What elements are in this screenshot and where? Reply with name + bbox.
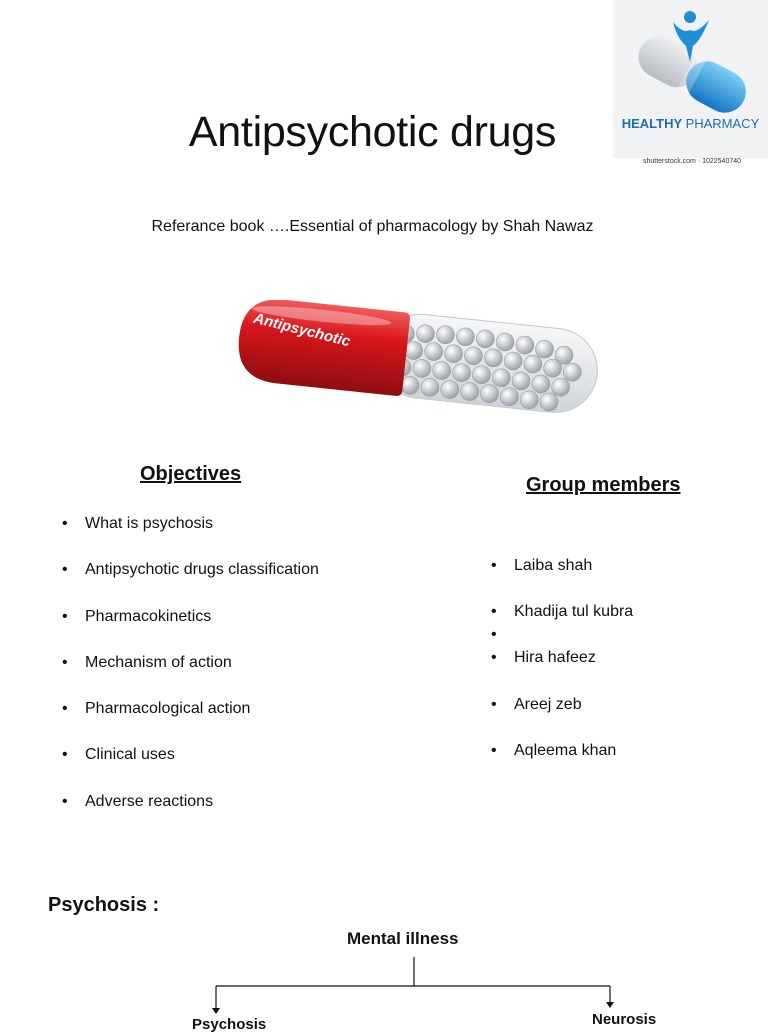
logo-credit: shutterstock.com · 1022540740	[642, 158, 742, 165]
bullet-icon: •	[491, 603, 497, 620]
bullet-icon: •	[491, 557, 497, 574]
bullet-icon: •	[62, 793, 68, 810]
arrow-down-icon	[212, 1008, 220, 1014]
objectives-list: • What is psychosis • Antipsychotic drugs classification • Pharmacokinetics • Mechanism of action • Pharmacological action • Clinical uses • Adverse reactions	[62, 515, 319, 810]
bullet-icon: •	[491, 649, 497, 666]
bullet-icon: •	[62, 608, 68, 625]
group-members-list: • Laiba shah • Khadija tul kubra • • Hira hafeez • Areej zeb • Aqleema khan	[491, 557, 634, 759]
bullet-icon: •	[491, 626, 497, 643]
bullet-icon: •	[491, 742, 497, 759]
bullet-icon: •	[62, 700, 68, 717]
tree-node-neurosis: Neurosis	[592, 1011, 657, 1028]
objectives-heading: Objectives	[140, 463, 242, 485]
bullet-icon: •	[62, 561, 68, 578]
reference-line: Referance book ….Essential of pharmacology by Shah Nawaz	[151, 218, 594, 235]
bullet-icon: •	[62, 515, 68, 532]
psychosis-heading: Psychosis :	[48, 894, 160, 916]
capsule-label: Antipsychotic	[251, 309, 353, 351]
group-members-heading: Group members	[526, 474, 681, 496]
tree-node-psychosis: Psychosis	[192, 1016, 267, 1033]
logo-brand-text: HEALTHY PHARMACY	[621, 116, 760, 131]
bullet-icon: •	[491, 696, 497, 713]
bullet-icon: •	[62, 746, 68, 763]
bullet-icon: •	[62, 654, 68, 671]
tree-root-mental-illness: Mental illness	[347, 929, 459, 948]
page-title: Antipsychotic drugs	[188, 108, 557, 156]
capsule-image	[228, 300, 608, 415]
arrow-down-icon	[606, 1002, 614, 1008]
